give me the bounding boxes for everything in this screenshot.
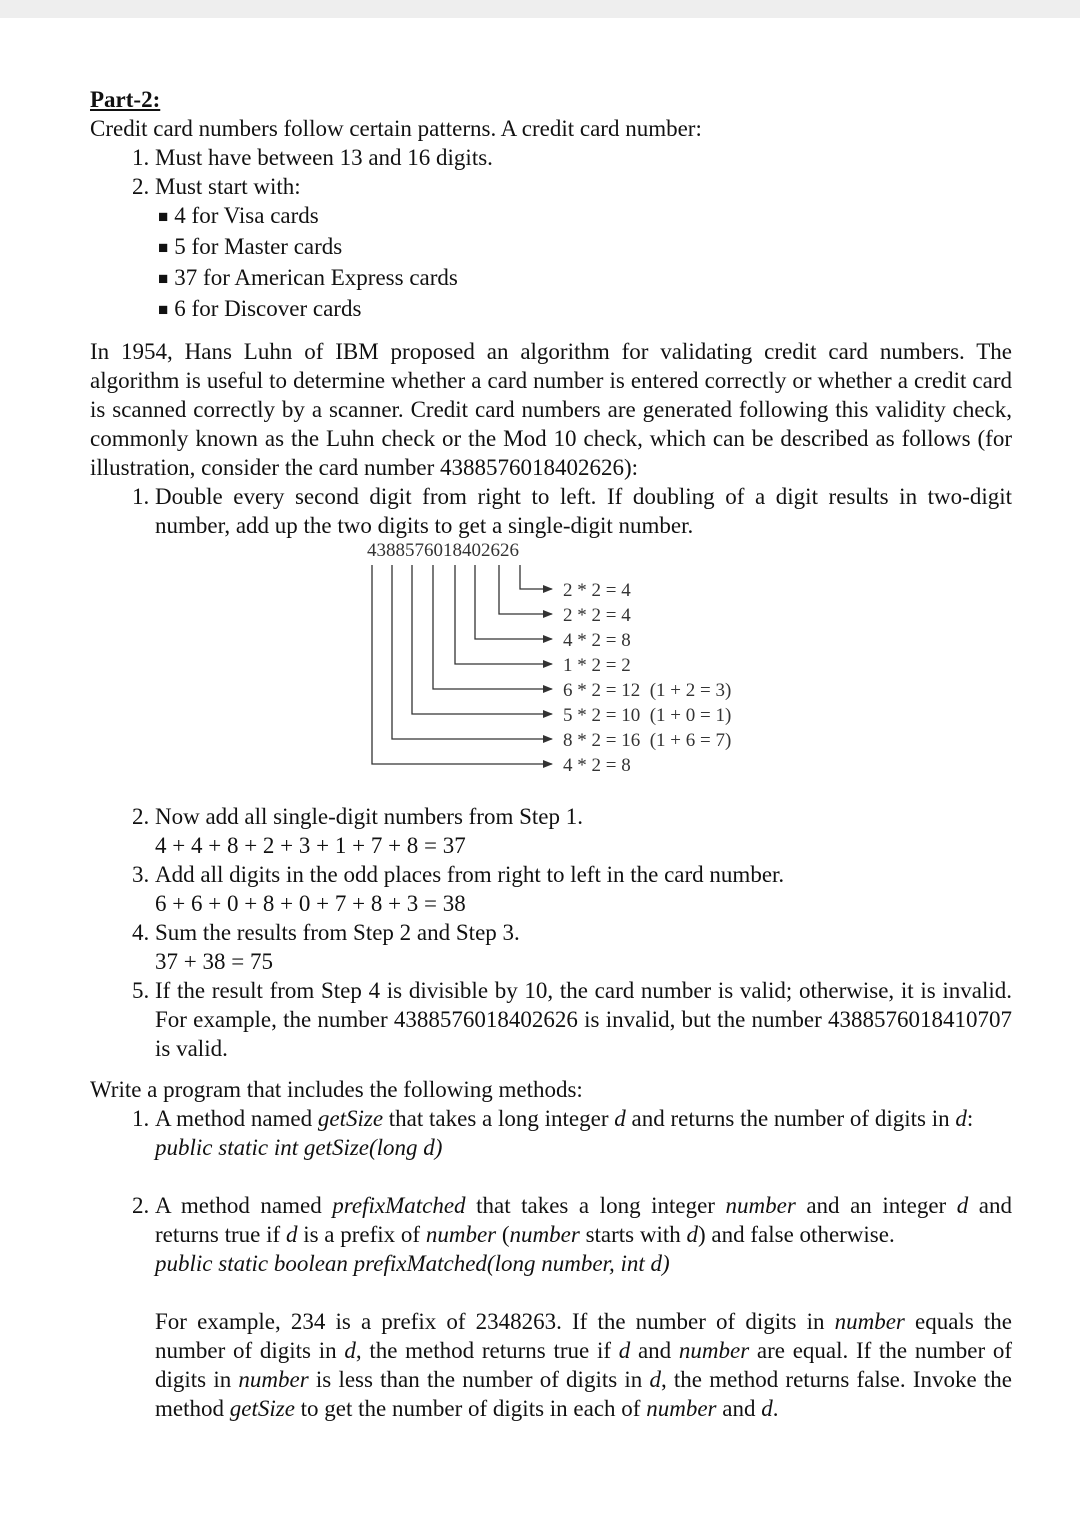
step-text: 5. If the result from Step 4 is divisible by 10, the card number is valid; otherwise, it is invalid. For example, the number 4388576018402626 is invalid, but the number 4388576018410707 is valid. (155, 978, 1012, 1061)
intro-text: Credit card numbers follow certain patterns. A credit card number: (90, 116, 702, 141)
method-signature: public static int getSize(long d) (155, 1135, 443, 1160)
steps-list-1 (90, 482, 1012, 540)
step-text: 4. Sum the results from Step 2 and Step 3. (155, 920, 520, 945)
diagram-result: 2 * 2 = 4 (563, 580, 631, 601)
section-heading: Part-2: (90, 87, 161, 112)
rule-text: Must start with: (155, 174, 301, 199)
step-calc: 37 + 38 = 75 (155, 949, 273, 974)
diagram-result: 1 * 2 = 2 (563, 655, 631, 676)
arrow-line (520, 565, 552, 589)
card-number-label: 4388576018402626 (367, 540, 519, 561)
step-item (155, 918, 1012, 976)
diagram-result: 5 * 2 = 10 (1 + 0 = 1) (563, 705, 732, 726)
step-text: Double every second digit from right to left. If doubling of a digit results in two-digit number, add up the two digits to get a single-digit number. (155, 484, 1012, 538)
prefix-item: ■ 6 for Discover cards (158, 294, 1012, 325)
document-page (90, 85, 1012, 1423)
methods-list (90, 1104, 1012, 1423)
arrow-line (475, 565, 552, 639)
diagram-result: 4 * 2 = 8 (563, 630, 631, 651)
step-text: 2. Now add all single-digit numbers from Step 1. (155, 804, 583, 829)
method-signature: public static boolean prefixMatched(long number, int d) (155, 1251, 670, 1276)
luhn-diagram (90, 540, 1012, 802)
step-text: 3. Add all digits in the odd places from right to left in the card number. (155, 862, 785, 887)
rule-item (155, 172, 1012, 201)
method-item (155, 1104, 1012, 1191)
method-item (155, 1191, 1012, 1423)
step-item (155, 976, 1012, 1063)
steps-list-2 (90, 802, 1012, 1063)
step-item (155, 860, 1012, 918)
step-item (155, 482, 1012, 540)
prefix-item: ■ 5 for Master cards (158, 232, 1012, 263)
prefix-list (90, 201, 1012, 325)
prefix-item: ■ 37 for American Express cards (158, 263, 1012, 294)
method-description: 1. A method named getSize that takes a long integer d and returns the number of digits in d: (155, 1106, 974, 1131)
rule-item (155, 143, 1012, 172)
arrow-line (392, 565, 552, 739)
prefix-item: ■ 4 for Visa cards (158, 201, 1012, 232)
rule-text: Must have between 13 and 16 digits. (155, 145, 493, 170)
top-bar (0, 0, 1080, 18)
diagram-result: 2 * 2 = 4 (563, 605, 631, 626)
step-item (155, 802, 1012, 860)
step-calc: 4 + 4 + 8 + 2 + 3 + 1 + 7 + 8 = 37 (155, 833, 466, 858)
luhn-paragraph: In 1954, Hans Luhn of IBM proposed an algorithm for validating credit card numbers. The algorithm is useful to determine whether a card number is entered correctly or whether a credit card is scanned correctly by a scanner. Credit card numbers are generated following this validity check, commonly known as the Luhn check or the Mod 10 check, which can be described as follows (for illustration, consider the card number 4388576018402626): (90, 339, 1012, 480)
diagram-result: 6 * 2 = 12 (1 + 2 = 3) (563, 680, 732, 701)
method-description: 2. A method named prefixMatched that takes a long integer number and an integer d and returns true if d is a prefix of number (number starts with d) and false otherwise. (155, 1193, 1013, 1247)
step-calc: 6 + 6 + 0 + 8 + 0 + 7 + 8 + 3 = 38 (155, 891, 466, 916)
diagram-result: 8 * 2 = 16 (1 + 6 = 7) (563, 730, 732, 751)
method-example: For example, 234 is a prefix of 2348263. If the number of digits in number equals the number of digits in d, the method returns true if d and number are equal. If the number of digits in number is less than the number of digits in d, the method returns false. Invoke the method getSize to get the number of digits in each of number and d. (155, 1309, 1013, 1421)
diagram-result: 4 * 2 = 8 (563, 755, 631, 776)
arrow-line (433, 565, 552, 689)
rules-list (90, 143, 1012, 201)
luhn-diagram-svg (90, 540, 1012, 802)
program-intro: Write a program that includes the following methods: (90, 1077, 583, 1102)
